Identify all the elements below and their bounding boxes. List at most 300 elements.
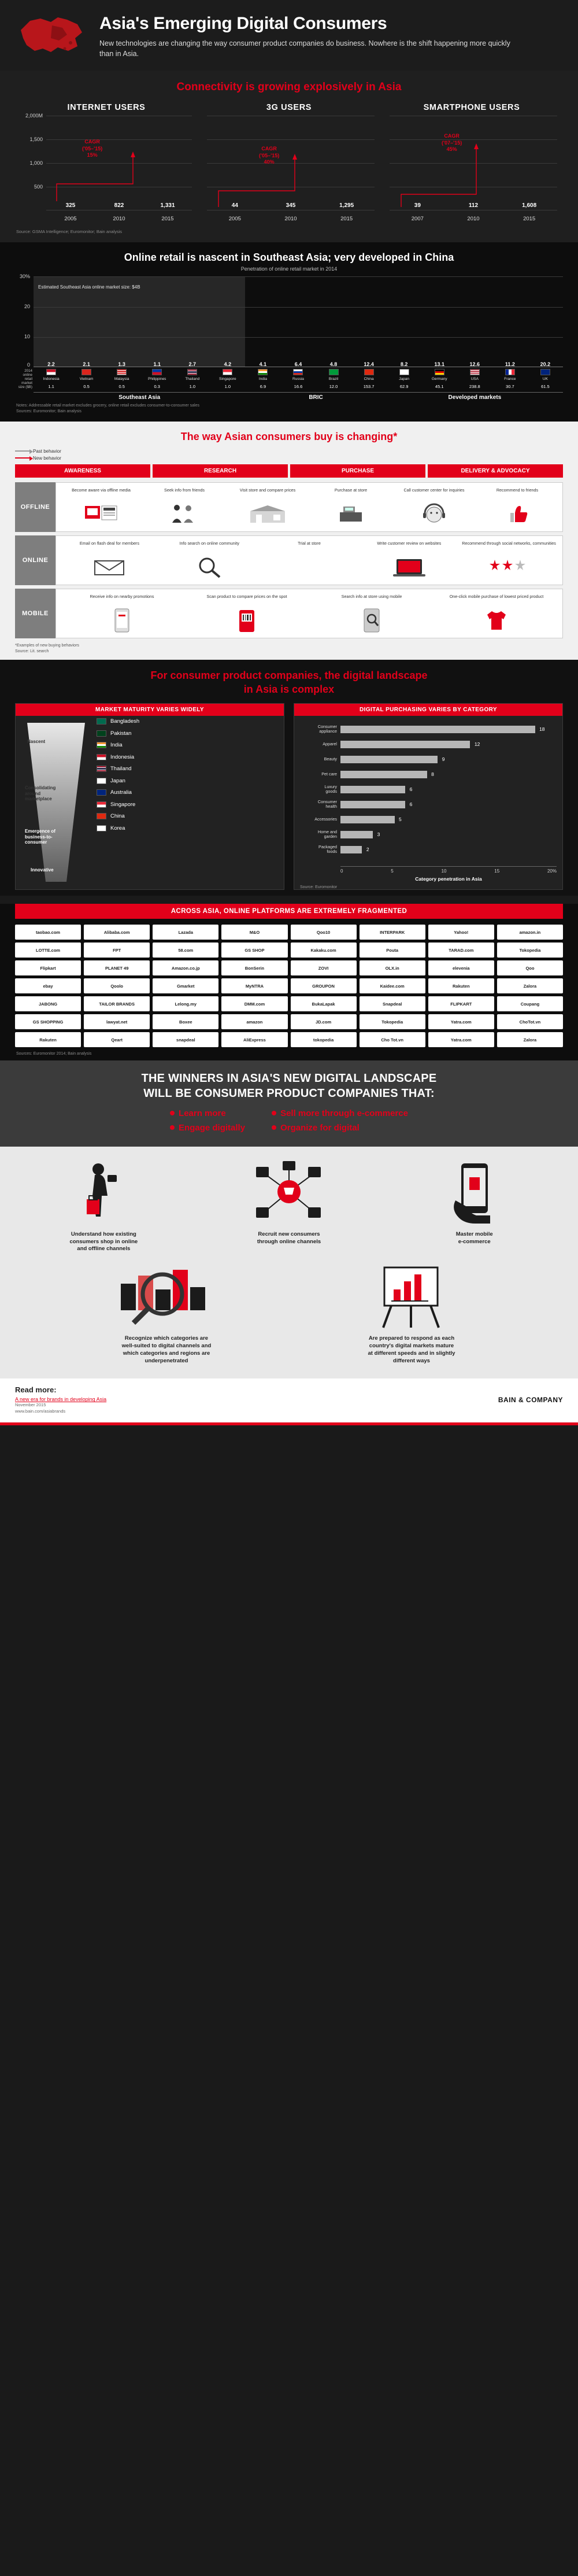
x-tick: France <box>504 377 516 382</box>
logo-item[interactable]: tokopedia <box>291 1032 357 1047</box>
past-behavior-arrow-icon <box>15 450 30 452</box>
x-axis <box>340 866 557 874</box>
journey-step <box>60 594 184 633</box>
network-cart-icon <box>201 1157 378 1226</box>
x-tick: 2010 <box>467 216 480 223</box>
step-caption: Recommend to friends <box>496 487 539 493</box>
step-caption: Recommend through social networks, communities <box>462 540 556 546</box>
logo-item[interactable]: Qeart <box>84 1032 150 1047</box>
logo-item[interactable]: Boxee <box>153 1014 218 1029</box>
panel-header: DIGITAL PURCHASING VARIES BY CATEGORY <box>294 704 562 716</box>
channel-label-offline: OFFLINE <box>15 482 55 532</box>
stage-b2c: Emergence of business-to- consumer <box>25 829 55 845</box>
laptop-icon <box>361 555 457 580</box>
logo-item[interactable]: ChoTot.vn <box>497 1014 563 1029</box>
bar-value: 6 <box>409 786 413 792</box>
section1-source: Source: GSMA Intelligence; Euromonitor; Bain analysis <box>16 229 123 235</box>
bar-value: 6 <box>409 801 413 807</box>
logo-item[interactable]: Lelong.my <box>153 996 218 1011</box>
journey-step <box>309 487 392 527</box>
x-axis-labels <box>207 216 375 222</box>
mobile-row <box>15 589 563 638</box>
online-retail-chart <box>15 276 563 401</box>
logo-item[interactable]: Snapdeal <box>360 996 425 1011</box>
title-line2: in Asia is complex <box>243 683 335 695</box>
y-tick: 2,000M <box>25 113 43 119</box>
logo-item[interactable]: FLIPKART <box>428 996 494 1011</box>
section2-notes <box>0 401 578 415</box>
country-item: Thailand <box>97 766 183 772</box>
category-label: Home and garden <box>317 829 337 840</box>
category-label: Packaged foods <box>318 844 337 855</box>
panel-market-maturity <box>15 703 284 890</box>
logo-item[interactable]: Kaidee.com <box>360 978 425 993</box>
section-online-retail <box>0 242 578 422</box>
country-item: Bangladesh <box>97 718 183 725</box>
logo-item[interactable]: taobao.com <box>15 925 81 940</box>
winners-bullets <box>170 1108 408 1137</box>
bar-value: 112 <box>468 202 479 209</box>
x-tick: Japan <box>399 377 410 382</box>
bar-value: 8 <box>431 771 434 777</box>
market-size-value: 0.5 <box>118 384 125 390</box>
x-tick: Russia <box>292 377 304 382</box>
logo-item[interactable]: elevenia <box>428 960 494 975</box>
category-label: Consumer appliance <box>317 723 337 734</box>
logo-item[interactable]: PLANET 49 <box>84 960 150 975</box>
country-item: Korea <box>97 825 183 831</box>
market-size-value: 16.6 <box>294 384 303 390</box>
x-axis-title: Category penetration in Asia <box>415 876 482 882</box>
page-subtitle: New technologies are changing the way consumer product companies do business. Nowhere is the shift happening more quickly than in Asia. <box>99 39 510 58</box>
x-tick: 2010 <box>284 216 297 223</box>
flag-thailand <box>187 369 197 375</box>
step-caption: Search info at store using mobile <box>341 593 402 599</box>
pictogram <box>301 1261 523 1365</box>
stage-innovative: Innovative <box>31 867 54 873</box>
phase-delivery-advocacy: DELIVERY & ADVOCACY <box>428 464 563 478</box>
cash-register-icon <box>311 501 391 527</box>
footer-accent-bar <box>0 1422 578 1425</box>
region-groups <box>34 392 563 401</box>
bar-row <box>300 797 557 812</box>
x-tick: China <box>364 377 374 382</box>
flag-china <box>364 369 374 375</box>
bullet-dot-icon <box>170 1111 175 1115</box>
logo-item[interactable]: GS SHOP <box>221 943 287 958</box>
section-pictograms <box>0 1147 578 1379</box>
x-tick: 2005 <box>228 216 241 223</box>
journey-step <box>60 487 143 527</box>
logo-item[interactable]: MyNTRA <box>221 978 287 993</box>
country-item: India <box>97 742 183 748</box>
bar-row <box>300 722 557 737</box>
logo-item[interactable]: TARAD.com <box>428 943 494 958</box>
x-tick: 0 <box>340 868 343 874</box>
section1-title: Connectivity is growing explosively in Asia <box>176 81 402 94</box>
flag-philippines <box>152 369 162 375</box>
group-label: Developed markets <box>387 392 563 401</box>
logo-item[interactable]: JD.com <box>291 1014 357 1029</box>
cagr-label: CAGR <box>261 146 277 152</box>
section-digital-landscape <box>0 660 578 896</box>
logo-item[interactable]: Rakuten <box>15 1032 81 1047</box>
section2-subtitle: Penetration of online retail market in 2014 <box>240 266 338 272</box>
y-axis: 30% 20 10 0 <box>19 274 30 368</box>
pictogram <box>55 1261 277 1365</box>
flag-france <box>505 369 515 375</box>
people-icon <box>144 501 224 527</box>
online-row <box>15 535 563 585</box>
tv-newspaper-icon <box>61 501 141 527</box>
flag-thailand <box>97 766 106 772</box>
market-size-value: 30.7 <box>506 384 514 390</box>
asia-map-icon <box>17 13 87 58</box>
x-tick: Thailand <box>185 377 200 382</box>
x-tick: 5 <box>391 868 394 874</box>
logo-item[interactable]: Rakuten <box>428 978 494 993</box>
x-tick: 15 <box>494 868 500 874</box>
country-list <box>97 718 183 837</box>
journey-step <box>260 541 360 580</box>
logo-item[interactable]: Cho Tot.vn <box>360 1032 425 1047</box>
logo-item[interactable]: GS SHOPPING <box>15 1014 81 1029</box>
bar-value: 345 <box>286 202 296 209</box>
bar-value: 822 <box>114 202 124 209</box>
logo-item[interactable]: amazon.in <box>497 925 563 940</box>
logo-item[interactable]: Zalora <box>497 1032 563 1047</box>
x-tick: India <box>258 377 267 382</box>
phone-search-icon <box>311 608 432 633</box>
logo-item[interactable]: ZOVI <box>291 960 357 975</box>
logo-item[interactable]: Gmarket <box>153 978 218 993</box>
x-tick: 20% <box>547 868 557 874</box>
market-size-value: 45.1 <box>435 384 444 390</box>
bar-value: 5 <box>398 816 402 822</box>
x-tick: Germany <box>431 377 447 382</box>
x-tick: 10 <box>441 868 447 874</box>
logo-item[interactable]: ebay <box>15 978 81 993</box>
section3-footnote: *Examples of new buying behaviors Source: Lit. search <box>15 643 79 653</box>
pictogram-caption: Recruit new consumers through online channels <box>257 1230 321 1245</box>
logo-item[interactable]: Qoo <box>497 960 563 975</box>
pictogram <box>15 1157 192 1253</box>
step-caption: Email on flash deal for members <box>79 540 139 546</box>
panel-source: Source: Euromonitor <box>300 885 338 890</box>
platforms-banner: ACROSS ASIA, ONLINE PLATFORMS ARE EXTREMELY FRAGMENTED <box>15 904 563 919</box>
step-caption: Purchase at store <box>334 487 368 493</box>
x-axis-labels <box>46 216 192 222</box>
market-size-value: 153.7 <box>363 384 375 390</box>
x-tick: 2015 <box>161 216 174 223</box>
logo-item[interactable]: Yatra.com <box>428 1014 494 1029</box>
bars: 2.2 2.1 1.3 1.1 2.7 4.2 4.1 6.4 4.8 12.4 8.2 13.1 12.6 11.2 20.2 <box>47 361 551 368</box>
legend-label: New behavior <box>33 455 61 461</box>
flag-singapore <box>97 801 106 808</box>
bar-row <box>300 752 557 767</box>
phase-research: RESEARCH <box>153 464 288 478</box>
category-label: Accessories <box>314 816 337 822</box>
headset-icon <box>394 501 474 527</box>
chart-title: SMARTPHONE USERS <box>423 103 520 113</box>
market-size-value: 0.5 <box>83 384 90 390</box>
market-size-row <box>34 384 563 389</box>
connectivity-charts <box>0 103 578 226</box>
country-flags <box>34 369 563 375</box>
panel-header: MARKET MATURITY VARIES WIDELY <box>16 704 284 716</box>
logo-grid <box>0 925 578 1047</box>
trial-icon <box>261 555 358 580</box>
logo-item[interactable]: Yahoo! <box>428 925 494 940</box>
channel-label-online: ONLINE <box>15 535 55 585</box>
phase-bar <box>15 464 563 478</box>
y-axis <box>18 113 45 210</box>
flag-brazil <box>329 369 339 375</box>
logo-item[interactable]: 58.com <box>153 943 218 958</box>
notes-line: Notes: Addressable retail market excludes grocery, online retail excludes consumer-to-consumer sales <box>16 404 199 408</box>
flag-india <box>258 369 268 375</box>
pictogram <box>201 1157 378 1253</box>
logo-item[interactable]: Qoo10 <box>291 925 357 940</box>
market-size-value: 1.0 <box>224 384 231 390</box>
easel-chart-icon <box>301 1261 523 1330</box>
journey-step <box>459 541 559 580</box>
logo-item[interactable]: Alibaba.com <box>84 925 150 940</box>
pictogram-caption: Understand how existing consumers shop in online and offline channels <box>69 1230 138 1252</box>
pictogram <box>386 1157 563 1253</box>
pictogram-caption: Recognize which categories are well-suited to digital channels and which categories and regions are underpenetrated <box>121 1335 212 1364</box>
flag-japan <box>97 778 106 784</box>
step-caption: Write customer review on websites <box>377 540 442 546</box>
market-size-value: 61.5 <box>541 384 550 390</box>
journey-step <box>226 487 309 527</box>
thumbs-up-icon <box>477 501 557 527</box>
journey-step <box>359 541 459 580</box>
chart-title: INTERNET USERS <box>67 103 146 113</box>
logo-item[interactable]: Qoolo <box>84 978 150 993</box>
step-caption: Info search on online community <box>179 540 239 546</box>
x-tick: Singapore <box>219 377 236 382</box>
mobile-hand-icon <box>386 1157 563 1226</box>
category-penetration-chart <box>300 722 557 866</box>
legend-label: Past behavior <box>33 448 61 454</box>
behavior-legend <box>0 449 578 461</box>
title-line1: THE WINNERS IN ASIA'S NEW DIGITAL LANDSCAPE <box>141 1072 437 1085</box>
logo-item[interactable]: JABONG <box>15 996 81 1011</box>
category-label: Pet care <box>321 771 337 777</box>
bullet-item: Organize for digital <box>272 1123 408 1133</box>
bar-row <box>300 842 557 857</box>
y-tick: 1,500 <box>29 136 43 143</box>
category-label: Beauty <box>324 756 337 762</box>
stars-icon <box>461 555 557 580</box>
bullet-item: Engage digitally <box>170 1123 245 1133</box>
logo-item[interactable]: Tokopedia <box>497 943 563 958</box>
footer-url: www.bain.com/asiabrands <box>15 1408 66 1414</box>
x-tick: Malaysia <box>114 377 129 382</box>
source-line: Sources: Euromonitor; Bain analysis <box>16 409 81 414</box>
country-item: Singapore <box>97 801 183 808</box>
logo-item[interactable]: INTERPARK <box>360 925 425 940</box>
cagr-value: 15% <box>87 151 98 158</box>
logo-item[interactable]: snapdeal <box>153 1032 218 1047</box>
category-label: Apparel <box>323 741 337 747</box>
market-size-value: 1.0 <box>189 384 195 390</box>
logo-item[interactable]: lawyat.net <box>84 1014 150 1029</box>
market-size-value: 62.9 <box>399 384 409 390</box>
pictogram-caption: Master mobile e-commerce <box>455 1230 493 1245</box>
flag-pakistan <box>97 730 106 737</box>
logo-item[interactable]: Amazon.co.jp <box>153 960 218 975</box>
section-consumer-buying <box>0 422 578 660</box>
x-tick: 2005 <box>64 216 77 223</box>
flag-germany <box>435 369 444 375</box>
bar-value: 1,295 <box>339 202 354 209</box>
x-tick: 2007 <box>411 216 424 223</box>
flag-uk <box>540 369 550 375</box>
flag-korea <box>97 825 106 831</box>
flag-usa <box>470 369 480 375</box>
journey-step <box>184 594 309 633</box>
step-caption: Seek info from friends <box>164 487 205 493</box>
journey-step <box>434 594 559 633</box>
logo-item[interactable]: FPT <box>84 943 150 958</box>
chart-smartphone-users <box>380 103 563 226</box>
step-caption: Become aware via offline media <box>72 487 131 493</box>
x-tick: 2010 <box>113 216 125 223</box>
flag-vietnam <box>81 369 91 375</box>
logo-item[interactable]: Zalora <box>497 978 563 993</box>
pictogram-row-1 <box>15 1157 563 1253</box>
country-item: Pakistan <box>97 730 183 737</box>
cagr-value: 45% <box>446 146 457 152</box>
footer-meta <box>15 1402 106 1414</box>
offline-row <box>15 482 563 532</box>
bar-row <box>300 827 557 842</box>
step-caption: One-click mobile purchase of lowest priced product <box>449 593 544 599</box>
step-caption: Call customer center for inquiries <box>403 487 465 493</box>
footer-date: November 2015 <box>15 1402 46 1408</box>
bar-row <box>300 737 557 752</box>
phase-purchase: PURCHASE <box>290 464 425 478</box>
article-link[interactable]: A new era for brands in developing Asia <box>15 1396 107 1403</box>
shopper-walking-icon <box>15 1157 192 1226</box>
step-caption: Receive info on nearby promotions <box>90 593 154 599</box>
stage-nascent: Nascent <box>27 739 46 745</box>
category-label: Luxury goods <box>324 783 337 794</box>
logo-item[interactable]: DMM.com <box>221 996 287 1011</box>
bar-value: 325 <box>65 202 76 209</box>
flag-japan <box>399 369 409 375</box>
winners-title <box>0 1071 578 1101</box>
x-tick: Brazil <box>328 377 339 382</box>
journey-step <box>476 487 559 527</box>
section5-source: Sources: Euromonitor 2014; Bain analysis <box>16 1052 92 1056</box>
bar-row <box>300 812 557 827</box>
cagr-period: ('05–'15) <box>259 152 280 158</box>
plot-area <box>46 116 192 210</box>
category-label: Consumer health <box>317 799 337 810</box>
section2-title: Online retail is nascent in Southeast Asia; very developed in China <box>124 252 454 264</box>
cagr-value: 40% <box>264 158 275 165</box>
bar-value: 2 <box>366 846 369 852</box>
logo-item[interactable]: AliExpress <box>221 1032 287 1047</box>
envelope-icon <box>61 555 158 580</box>
phase-awareness: AWARENESS <box>15 464 150 478</box>
logo-item[interactable]: Lazada <box>153 925 218 940</box>
logo-item[interactable]: M&O <box>221 925 287 940</box>
logo-item[interactable]: TAILOR BRANDS <box>84 996 150 1011</box>
logo-item[interactable]: Coupang <box>497 996 563 1011</box>
logo-item[interactable]: GROUPON <box>291 978 357 993</box>
store-icon <box>228 501 307 527</box>
flag-australia <box>97 789 106 796</box>
magnifier-icon <box>161 555 258 580</box>
bar-value: 18 <box>539 726 545 732</box>
bar-row <box>300 782 557 797</box>
market-size-value: 12.0 <box>329 384 338 390</box>
x-tick: USA <box>470 377 479 382</box>
cagr-label: CAGR <box>444 133 460 139</box>
bain-logo: BAIN & COMPANY <box>498 1396 563 1405</box>
maturity-funnel-icon <box>21 723 91 882</box>
x-axis-labels <box>390 216 557 222</box>
flag-singapore <box>223 369 232 375</box>
x-tick: UK <box>542 377 548 382</box>
journey-step <box>60 541 160 580</box>
country-item: China <box>97 813 183 819</box>
bar-value: 44 <box>231 202 238 209</box>
title-line1: For consumer product companies, the digital landscape <box>150 670 428 682</box>
plot-area <box>207 116 375 210</box>
plot-area <box>390 116 557 210</box>
logo-item[interactable]: OLX.in <box>360 960 425 975</box>
logo-item[interactable]: Tokopedia <box>360 1014 425 1029</box>
logo-item[interactable]: BonSerin <box>221 960 287 975</box>
logo-item[interactable]: Pouta <box>360 943 425 958</box>
section3-title: The way Asian consumers buy is changing* <box>180 430 398 442</box>
bar-value: 39 <box>414 202 421 209</box>
x-tick: 2015 <box>340 216 353 223</box>
chart-internet-users <box>15 103 198 226</box>
cagr-period: ('05–'15) <box>82 145 103 151</box>
logo-item[interactable]: Flipkart <box>15 960 81 975</box>
journey-step <box>392 487 476 527</box>
bullet-item: Sell more through e-commerce <box>272 1108 408 1118</box>
bar-value: 1,608 <box>522 202 537 209</box>
title-line2: WILL BE CONSUMER PRODUCT COMPANIES THAT: <box>143 1087 435 1100</box>
bar-row <box>300 767 557 782</box>
phone-promo-icon <box>61 608 183 633</box>
chart-title: 3G USERS <box>266 103 312 113</box>
logo-item[interactable]: BukaLapak <box>291 996 357 1011</box>
journey-step <box>309 594 434 633</box>
logo-item[interactable]: LOTTE.com <box>15 943 81 958</box>
panel-digital-purchasing <box>294 703 563 890</box>
bullet-dot-icon <box>272 1111 276 1115</box>
tshirt-icon <box>436 608 557 633</box>
step-caption: Scan product to compare prices on the spot <box>206 593 287 599</box>
flag-indonesia <box>97 754 106 760</box>
flag-malaysia <box>117 369 127 375</box>
logo-item[interactable]: Kakaku.com <box>291 943 357 958</box>
section4-title <box>0 669 578 696</box>
logo-item[interactable]: amazon <box>221 1014 287 1029</box>
chart-3g-users <box>198 103 380 226</box>
market-size-row-label: 2014 online retail market size ($B) <box>18 368 32 390</box>
market-size-value: 6.9 <box>260 384 266 390</box>
logo-item[interactable]: Yatra.com <box>428 1032 494 1047</box>
